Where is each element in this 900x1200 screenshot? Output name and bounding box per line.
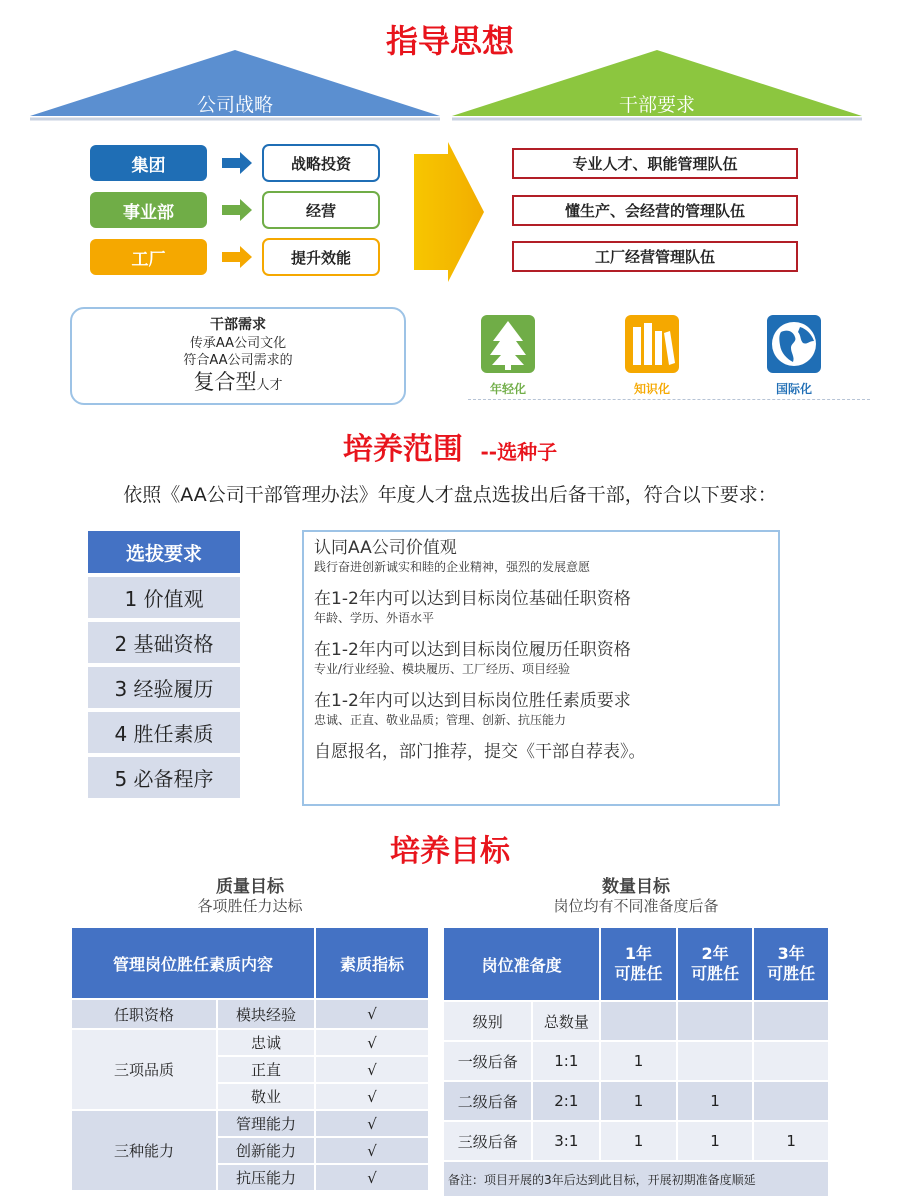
- requirement-label: 干部要求: [618, 94, 695, 116]
- books-icon: [625, 315, 679, 373]
- section2-intro: 依照《AA公司干部管理办法》年度人才盘点选拔出后备干部，符合以下要求：: [123, 484, 777, 506]
- requirement-item: 2 基础资格: [88, 622, 240, 663]
- reserve-ratio: 2:1: [532, 1081, 600, 1121]
- strategy-label: 公司战略: [196, 94, 273, 116]
- level-division: 事业部: [90, 192, 207, 228]
- requirement-item: 3 经验履历: [88, 667, 240, 708]
- quality-title: 质量目标: [216, 877, 284, 897]
- year1-count: 1: [600, 1121, 677, 1161]
- arrow-right-icon: [222, 246, 252, 268]
- check-cell: √: [315, 1137, 429, 1164]
- year3-header: [753, 927, 829, 1001]
- year2-count: 1: [677, 1081, 754, 1121]
- year2-count: 1: [677, 1121, 754, 1161]
- year3-count: [753, 1041, 829, 1081]
- action-strategic-investment: 战略投资: [262, 144, 380, 182]
- year2-label: 2年: [701, 944, 729, 963]
- quality-header-content: 管理岗位胜任素质内容: [71, 927, 315, 999]
- group-cell: 任职资格: [71, 999, 217, 1029]
- icons-divider: [468, 399, 870, 400]
- arrow-right-icon: [222, 152, 252, 174]
- detail-title: 认同AA公司价值观: [314, 538, 457, 558]
- requirement-list: [88, 531, 240, 798]
- year1-label: 1年: [624, 944, 653, 963]
- quantity-subtitle: 岗位均有不同准备度后备: [553, 897, 719, 915]
- quality-table: [70, 926, 430, 1192]
- detail-title: 自愿报名，部门推荐，提交《干部自荐表》。: [314, 742, 646, 762]
- check-cell: √: [315, 1110, 429, 1137]
- year1-count: 1: [600, 1081, 677, 1121]
- globe-caption: 国际化: [775, 382, 812, 396]
- globe-icon: [767, 315, 821, 373]
- books-caption: 知识化: [633, 382, 670, 396]
- team-professional: 专业人才、职能管理队伍: [512, 148, 798, 179]
- detail-desc: 践行奋进创新诚实和睦的企业精神，强烈的发展意愿: [314, 560, 591, 574]
- tree-caption: 年轻化: [489, 382, 526, 396]
- detail-title: 在1-2年内可以达到目标岗位胜任素质要求: [314, 691, 631, 711]
- reserve-ratio: 1:1: [532, 1041, 600, 1081]
- detail-desc: 专业/行业经验、模块履历、工厂经历、项目经验: [314, 662, 571, 676]
- level-col-header: 级别: [443, 1001, 532, 1041]
- item-cell: 管理能力: [217, 1110, 315, 1137]
- group-cell: 三种能力: [71, 1110, 217, 1191]
- detail-title: 在1-2年内可以达到目标岗位履历任职资格: [314, 640, 631, 660]
- year2-header: [677, 927, 754, 1001]
- quantity-table: [442, 926, 830, 1198]
- demand-small: 人才: [256, 378, 283, 393]
- item-cell: 正直: [217, 1056, 315, 1083]
- year3-label: 3年: [777, 944, 805, 963]
- section1-title: 指导思想: [385, 22, 514, 60]
- section2-title-main: 培养范围: [342, 432, 463, 467]
- item-cell: 抗压能力: [217, 1164, 315, 1191]
- demand-title: 干部需求: [210, 317, 266, 333]
- check-cell: √: [315, 1029, 429, 1056]
- action-operation: 经营: [262, 191, 380, 229]
- year3-sub: 可胜任: [767, 964, 816, 983]
- team-production: 懂生产、会经营的管理队伍: [512, 195, 798, 226]
- requirement-item: 4 胜任素质: [88, 712, 240, 753]
- big-arrow-icon: [408, 142, 486, 282]
- year3-count: 1: [753, 1121, 829, 1161]
- demand-box: [70, 307, 406, 405]
- quality-subtitle: 各项胜任力达标: [197, 897, 303, 915]
- table-note: 备注：项目开展的3年后达到此目标，开展初期准备度顺延: [443, 1161, 829, 1197]
- reserve-level: 二级后备: [443, 1081, 532, 1121]
- demand-line1: 传承AA公司文化: [189, 336, 287, 351]
- demand-line2: 符合AA公司需求的: [183, 353, 293, 368]
- arrow-right-icon: [222, 199, 252, 221]
- item-cell: 创新能力: [217, 1137, 315, 1164]
- action-efficiency: 提升效能: [262, 238, 380, 276]
- group-cell: 三项品质: [71, 1029, 217, 1110]
- year2-sub: 可胜任: [691, 964, 740, 983]
- year1-header: [600, 927, 677, 1001]
- section3-title: 培养目标: [390, 834, 510, 869]
- year1-count: 1: [600, 1041, 677, 1081]
- reserve-ratio: 3:1: [532, 1121, 600, 1161]
- check-cell: √: [315, 1164, 429, 1191]
- item-cell: 忠诚: [217, 1029, 315, 1056]
- check-cell: √: [315, 1083, 429, 1110]
- year1-sub: 可胜任: [614, 964, 663, 983]
- ratio-col-header: 总数量: [532, 1001, 600, 1041]
- team-factory: 工厂经营管理队伍: [512, 241, 798, 272]
- detail-desc: 年龄、学历、外语水平: [314, 611, 435, 625]
- year3-count: [753, 1081, 829, 1121]
- requirement-header: 选拔要求: [88, 531, 240, 573]
- readiness-header: 岗位准备度: [443, 927, 600, 1001]
- tree-icon: [481, 315, 535, 373]
- requirement-detail-box: [302, 530, 780, 806]
- quality-header-indicator: 素质指标: [315, 927, 429, 999]
- quantity-title: 数量目标: [602, 877, 670, 897]
- year2-count: [677, 1041, 754, 1081]
- section2-title: [0, 424, 900, 468]
- detail-desc: 忠诚、正直、敬业品质；管理、创新、抗压能力: [314, 713, 567, 727]
- level-group: 集团: [90, 145, 207, 181]
- check-cell: √: [315, 1056, 429, 1083]
- item-cell: 模块经验: [217, 999, 315, 1029]
- reserve-level: 三级后备: [443, 1121, 532, 1161]
- detail-title: 在1-2年内可以达到目标岗位基础任职资格: [314, 589, 631, 609]
- reserve-level: 一级后备: [443, 1041, 532, 1081]
- demand-big: 复合型: [193, 370, 257, 394]
- level-factory: 工厂: [90, 239, 207, 275]
- requirement-item: 1 价值观: [88, 577, 240, 618]
- item-cell: 敬业: [217, 1083, 315, 1110]
- check-cell: √: [315, 999, 429, 1029]
- section2-title-sub: --选种子: [480, 440, 558, 464]
- requirement-item: 5 必备程序: [88, 757, 240, 798]
